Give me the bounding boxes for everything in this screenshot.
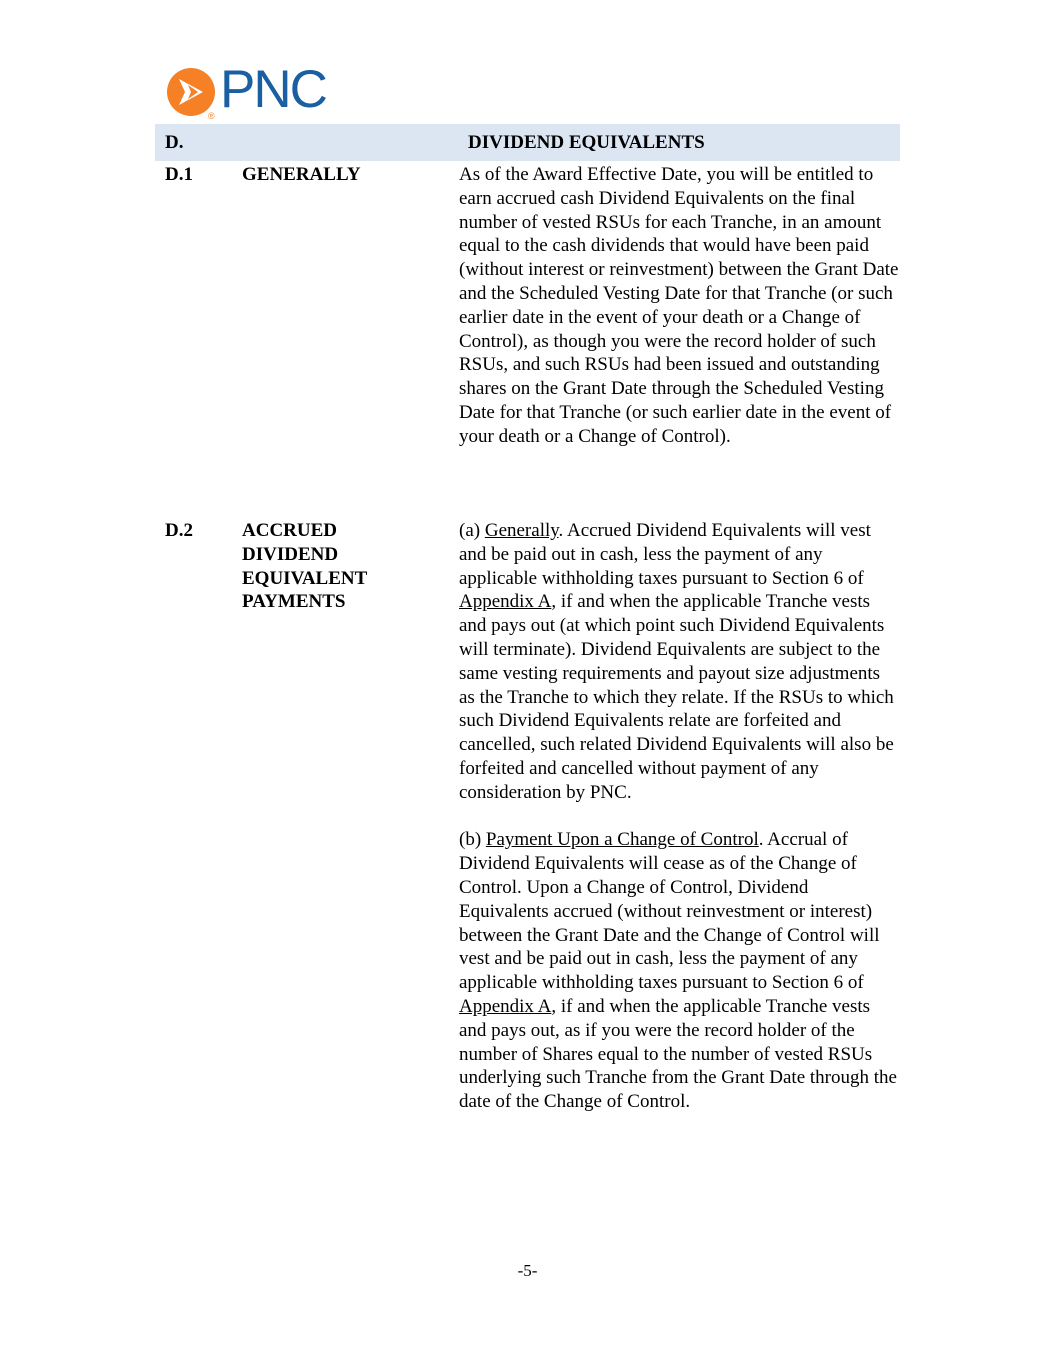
item-number: D.2 bbox=[165, 520, 193, 541]
para-text: . Accrued Dividend Equivalents will vest and be paid out in cash, less the payment of any applicable withholding taxes pursuant to Section 6 of bbox=[459, 520, 871, 589]
section-title: DIVIDEND EQUIVALENTS bbox=[468, 132, 705, 153]
appendix-a-link[interactable]: Appendix A bbox=[459, 995, 552, 1017]
item-text: As of the Award Effective Date, you will be entitled to earn accrued cash Dividend Equivalents on the final number of vested RSUs for each Tranche, in an amount equal to the cash dividends that would have been paid (without interest or reinvestment) between the Grant Date and the Scheduled Vesting Date for that Tranche (or such earlier date in the event of your death or a Change of Control), as though you were the record holder of such RSUs, and such RSUs had been issued and outstanding shares on the Grant Date through the Scheduled Vesting Date for that Tranche (or such earlier date in the event of your death or a Change of Control). bbox=[459, 164, 899, 447]
para-prefix: (b) bbox=[459, 829, 486, 851]
section-header bbox=[155, 124, 900, 161]
pnc-logo-icon bbox=[166, 67, 218, 121]
para-prefix: (a) bbox=[459, 520, 485, 541]
pnc-logo bbox=[166, 60, 346, 121]
page-number: -5- bbox=[517, 1261, 538, 1280]
item-body bbox=[459, 519, 899, 1114]
item-heading: ACCRUED DIVIDEND EQUIVALENT PAYMENTS bbox=[242, 520, 368, 613]
para-title: Generally bbox=[484, 520, 559, 541]
paragraph-b bbox=[459, 828, 899, 1114]
item-number: D.1 bbox=[165, 164, 193, 185]
para-text: . Accrual of Dividend Equivalents will cease as of the Change of Control. Upon a Change of Control, Dividend Equivalents accrued (without reinvestment or interest) between the Grant Date and the Change of Control will vest and be paid out in cash, less the payment of any applicable withholding taxes pursuant to Section 6 of bbox=[459, 829, 880, 994]
para-text: , if and when the applicable Tranche vests and pays out, as if you were the record holder of the number of Shares equal to the number of vested RSUs underlying such Tranche from the Grant Date through the date of the Change of Control. bbox=[459, 995, 897, 1113]
paragraph-a bbox=[459, 519, 899, 805]
appendix-a-link[interactable]: Appendix A bbox=[459, 591, 552, 613]
para-text: , if and when the applicable Tranche vests and pays out (at which point such Dividend Equivalents will terminate). Dividend Equivalents are subject to the same vesting requirements and payout size adjustments as the Tranche to which they relate. If the RSUs to which such Dividend Equivalents relate are forfeited and cancelled, such related Dividend Equivalents will also be forfeited and cancelled without payment of any consideration by PNC. bbox=[459, 591, 894, 803]
registered-mark: ® bbox=[208, 111, 215, 121]
section-id: D. bbox=[165, 132, 184, 153]
item-heading: GENERALLY bbox=[242, 164, 361, 185]
para-title: Payment Upon a Change of Control bbox=[485, 829, 759, 851]
pnc-wordmark: PNC bbox=[220, 60, 326, 119]
